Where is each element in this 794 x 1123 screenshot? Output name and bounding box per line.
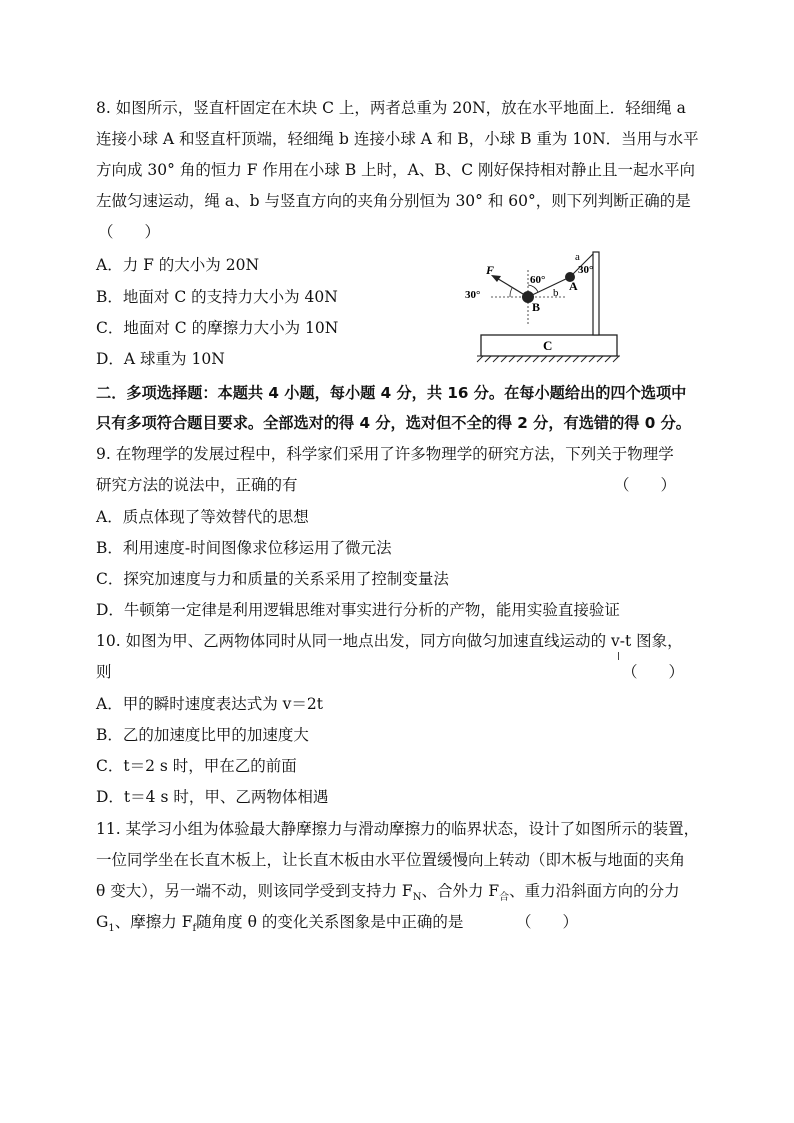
q11-line4-part-a: G [96,913,109,931]
q11-line4-part-b: 、摩擦力 F [114,913,193,931]
section-2-header-line-1: 二．多项选择题：本题共 4 小题，每小题 4 分，共 16 分。在每小题给出的四个选项中 [96,384,687,402]
label-string-a: a [575,251,580,263]
q9-option-c: C．探究加速度与力和质量的关系采用了控制变量法 [96,570,449,588]
q8-option-b: B．地面对 C 的支持力大小为 40N [96,288,338,306]
q8-answer-paren: （ ） [98,223,161,241]
q11-line3-part-c: 、重力沿斜面方向的分力 [509,882,680,900]
q11-line3-part-a: θ 变大），另一端不动，则该同学受到支持力 F [96,882,413,900]
angle-30-left-arc [510,288,512,297]
q10-figure-corner-mark [618,652,619,660]
q8-option-c: C．地面对 C 的摩擦力大小为 10N [96,319,339,337]
angle-60-arc [528,285,538,292]
q9-answer-paren: （ ） [614,476,677,494]
section-2-header-line-2: 只有多项符合题目要求。全部选对的得 4 分，选对但不全的得 2 分，有选错的得 0 分。 [96,414,691,432]
q8-stem-line-4: 左做匀速运动，绳 a、b 与竖直方向的夹角分别恒为 30° 和 60°，则下列判断正确的是 [96,192,691,210]
q9-stem-line-2: 研究方法的说法中，正确的有 [96,476,298,494]
q8-figure [455,240,635,370]
q11-sub-he: 合 [499,892,510,904]
label-b: B [532,300,541,314]
angle-60: 60° [530,274,546,286]
q10-answer-paren: （ ） [622,663,685,681]
q11-sub-1: 1 [108,923,115,935]
q11-sub-n: N [412,892,422,904]
q9-stem-line-1: 9. 在物理学的发展过程中，科学家们采用了许多物理学的研究方法，下列关于物理学 [96,445,674,463]
q9-option-a: A．质点体现了等效替代的思想 [96,508,309,526]
label-a: A [569,279,578,293]
q11-stem-line-1: 11. 某学习小组为体验最大静摩擦力与滑动摩擦力的临界状态，设计了如图所示的装置， [96,820,700,838]
q8-option-d: D．A 球重为 10N [96,350,225,368]
q10-option-b: B．乙的加速度比甲的加速度大 [96,726,309,744]
q11-sub-f: f [192,923,197,935]
q11-stem-line-4 [96,912,463,939]
label-string-b: b [553,287,559,299]
q11-answer-paren: （ ） [516,913,579,931]
angle-30-left: 30° [465,289,481,301]
q11-line3-part-b: 、合外力 F [421,882,500,900]
q9-option-d: D．牛顿第一定律是利用逻辑思维对事实进行分析的产物，能用实验直接验证 [96,601,620,619]
vertical-pole [593,252,599,335]
q10-stem-line-1: 10. 如图为甲、乙两物体同时从同一地点出发，同方向做匀加速直线运动的 v-t 图象， [96,632,683,650]
q10-option-c: C．t＝2 s 时，甲在乙的前面 [96,757,297,775]
q8-stem-line-2: 连接小球 A 和竖直杆顶端，轻细绳 b 连接小球 A 和 B，小球 B 重为 10N．当用与水平 [96,130,699,148]
q8-option-a: A．力 F 的大小为 20N [96,256,260,274]
q11-line4-part-c: 随角度 θ 的变化关系图象是中正确的是 [196,913,464,931]
q11-stem-line-2: 一位同学坐在长直木板上，让长直木板由水平位置缓慢向上转动（即木板与地面的夹角 [96,851,686,869]
label-c: C [543,338,553,353]
label-f: F [486,263,495,277]
q10-option-d: D．t＝4 s 时，甲、乙两物体相遇 [96,788,329,806]
q11-stem-line-3 [96,881,680,908]
q8-stem-line-3: 方向成 30° 角的恒力 F 作用在小球 B 上时，A、B、C 刚好保持相对静止且一起水平向 [96,161,696,179]
angle-30-top: 30° [578,264,594,276]
q10-stem-line-2: 则 [96,663,112,681]
ground-hatching [477,356,620,362]
q8-stem-line-1: 8. 如图所示，竖直杆固定在木块 C 上，两者总重为 20N，放在水平地面上．轻细绳 a [96,99,686,117]
q9-option-b: B．利用速度-时间图像求位移运用了微元法 [96,539,392,557]
q10-option-a: A．甲的瞬时速度表达式为 v＝2t [96,695,323,713]
